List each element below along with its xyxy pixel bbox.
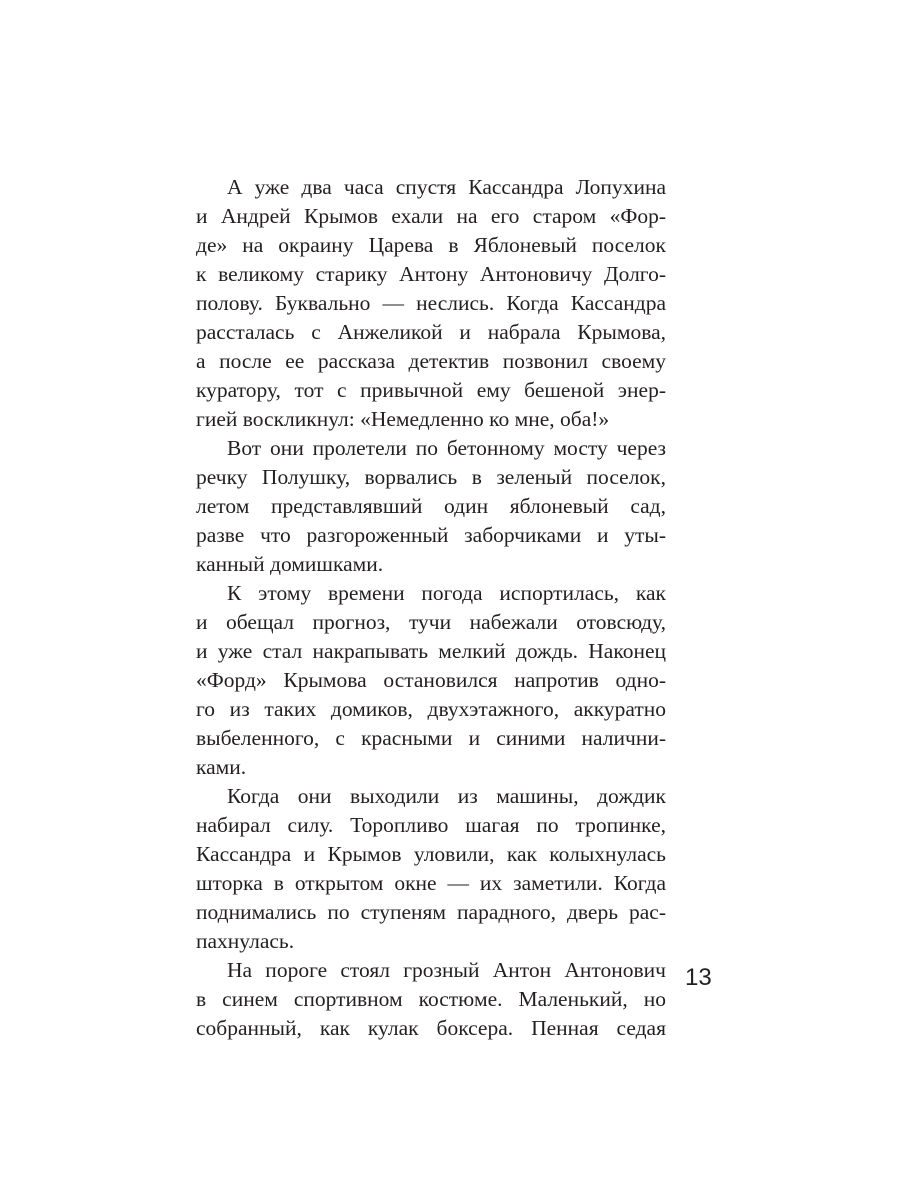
text-line: де» на окраину Царева в Яблоневый поселок	[196, 233, 666, 257]
text-line: речку Полушку, ворвались в зеленый поселок,	[196, 465, 666, 489]
text-line: го из таких домиков, двухэтажного, аккуратно	[196, 697, 666, 721]
text-line: полову. Буквально — неслись. Когда Кассандра	[196, 291, 666, 315]
text-line: куратору, тот с привычной ему бешеной энер-	[196, 378, 666, 402]
text-line: к великому старику Антону Антоновичу Долго-	[196, 262, 666, 286]
text-line: канный домишками.	[196, 552, 384, 576]
body-text	[196, 173, 666, 1043]
text-line: разве что разгороженный заборчиками и уты-	[196, 523, 666, 547]
text-line: А уже два часа спустя Кассандра Лопухина	[227, 175, 666, 199]
text-line: пахнулась.	[196, 929, 295, 953]
text-line: ками.	[196, 755, 247, 779]
text-line: выбеленного, с красными и синими налични-	[196, 726, 666, 750]
text-line: и уже стал накрапывать мелкий дождь. Наконец	[196, 639, 666, 663]
text-line: в синем спортивном костюме. Маленький, но	[196, 987, 666, 1011]
text-line: шторка в открытом окне — их заметили. Когда	[196, 871, 666, 895]
text-line: Когда они выходили из машины, дождик	[227, 784, 666, 808]
text-line: а после ее рассказа детектив позвонил своему	[196, 349, 666, 373]
text-line: летом представлявший один яблоневый сад,	[196, 494, 666, 518]
text-line: гией воскликнул: «Немедленно ко мне, оба!»	[196, 407, 610, 431]
text-line: и Андрей Крымов ехали на его старом «Фор-	[196, 204, 666, 228]
text-line: «Форд» Крымова остановился напротив одно-	[196, 668, 666, 692]
text-line: На пороге стоял грозный Антон Антонович	[227, 958, 666, 982]
text-line: и обещал прогноз, тучи набежали отовсюду,	[196, 610, 666, 634]
text-line: набирал силу. Торопливо шагая по тропинке,	[196, 813, 666, 837]
text-line: рассталась с Анжеликой и набрала Крымова,	[196, 320, 666, 344]
page-number: 13	[685, 964, 712, 991]
text-line: Кассандра и Крымов уловили, как колыхнулась	[196, 842, 666, 866]
text-line: собранный, как кулак боксера. Пенная седая	[196, 1016, 666, 1040]
text-line: поднимались по ступеням парадного, дверь рас-	[196, 900, 666, 924]
text-line: Вот они пролетели по бетонному мосту через	[227, 436, 666, 460]
text-line: К этому времени погода испортилась, как	[227, 581, 666, 605]
